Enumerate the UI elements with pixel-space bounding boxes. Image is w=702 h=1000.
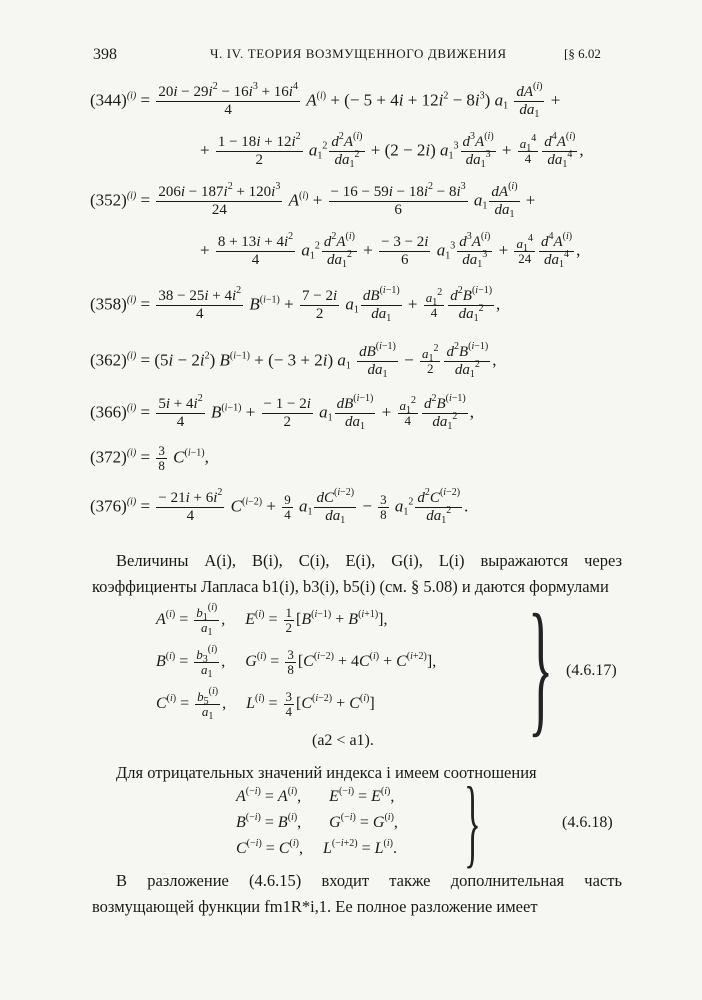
equation-366-label: (366) [90, 402, 127, 422]
equation-372: $(372)^{(i)}$ = $\frac{3}{8}$ $C^{(i-1)}$, [90, 443, 209, 473]
paragraph-expansion: В разложение (4.6.15) входит также дополнительная часть возмущающей функции fm1R*i,1. Ее полное разложение имеет [92, 871, 622, 916]
running-title: Ч. IV. ТЕОРИЯ ВОЗМУЩЕННОГО ДВИЖЕНИЯ [210, 46, 507, 61]
equation-358-label: (358) [90, 294, 127, 314]
section-reference: [§ 6.02 [564, 46, 601, 61]
condition-a2-less-a1: (a2 < a1). [312, 732, 374, 749]
paragraph-laplace-coefficients: Величины A(i), B(i), C(i), E(i), G(i), L(i) выражаются через коэффициенты Лапласа b1(i), b3(i), b5(i) (см. § 5.08) и даются формулами [92, 551, 622, 596]
equation-358: $(358)^{(i)}$ = $\frac{38 - 25i + 4i^2}{4}$ $B^{(i-1)}$ + $\frac{7 - 2i}{2}$ $a_1$ $\frac{dB^{(i-1)}}{da_1}$ + $\frac{a_1^2}{4}$ $\frac{d^2B^{(i-1)}}{da_1^2}$ , [90, 285, 501, 324]
relation-B-G: $B^{(-i)} = B^{(i)}$, $G^{(-i)} = G^{(i)}$, [236, 812, 398, 831]
equation-362-label: (362) [90, 350, 127, 370]
page-number: 398 [93, 46, 117, 63]
relation-A-E: $A^{(-i)} = A^{(i)}$, $E^{(-i)} = E^{(i)}$, [236, 786, 395, 805]
formula-number-4-6-17: (4.6.17) [566, 662, 617, 679]
right-brace-2: } [464, 766, 481, 877]
relation-C-L: $C^{(-i)} = C^{(i)}$, $L^{(-i+2)} = L^{(i)}$. [236, 838, 398, 857]
equation-352-line1: $(352)^{(i)}$ = $\frac{206i - 187i^2 + 120i^3}{24}$ $A^{(i)}$ + $\frac{- 16 - 59i - 18i^2 - 8i^3}{6}$ $a_1$ $\frac{dA^{(i)}}{da_1}$ + [90, 181, 536, 220]
equation-376: $(376)^{(i)}$ = $\frac{- 21i + 6i^2}{4}$ $C^{(i-2)}$ + $\frac{9}{4}$ $a_1$ $\frac{dC^{(i-2)}}{da_1}$ − $\frac{3}{8}$ $a_1^2$ $\frac{d^2C^{(i-2)}}{da_1^2}$ . [90, 487, 469, 526]
equation-344-line1: $(344)^{(i)}$ = $\frac{20i - 29i^2 - 16i^3 + 16i^4}{4}$ $A^{(i)}$ + (− $5 + 4i + 12i^2 - 8i^3$) $a_1$ $\frac{dA^{(i)}}{da_1}$ + [90, 81, 561, 120]
formula-C-L: $C^{(i)}$ = $\frac{b_5^{(i)}}{a_1}$ , $L^{(i)}$ = $\frac{3}{4}$ $[C^{(i-2)} + C^{(i)}]$ [156, 686, 375, 722]
paragraph-negative-index: Для отрицательных значений индекса i имеем соотношения [116, 763, 537, 782]
equation-352-label: (352) [90, 190, 127, 210]
equation-366: $(366)^{(i)}$ = $\frac{5i + 4i^2}{4}$ $B^{(i-1)}$ + $\frac{- 1 - 2i}{2}$ $a_1$ $\frac{dB^{(i-1)}}{da_1}$ + $\frac{a_1^2}{4}$ $\frac{d^2B^{(i-1)}}{da_1^2}$ , [90, 393, 475, 432]
right-brace: } [528, 584, 554, 750]
formula-B-G: $B^{(i)}$ = $\frac{b_3^{(i)}}{a_1}$ , $G^{(i)}$ = $\frac{3}{8}$ $[C^{(i-2)} + 4C^{(i)} + C^{(i+2)}]$, [156, 644, 437, 680]
equation-362: $(362)^{(i)} = (5i - 2i^2) B^{(i-1)}$ + (− 3 + 2i) $a_1$ $\frac{dB^{(i-1)}}{da_1}$ − $\frac{a_1^2}{2}$ $\frac{d^2B^{(i-1)}}{da_1^2}$ , [90, 341, 497, 380]
equation-344-label: (344) [90, 90, 127, 110]
formula-number-4-6-18: (4.6.18) [562, 814, 613, 831]
equation-376-label: (376) [90, 496, 127, 516]
equation-344-line2: + $\frac{1 - 18i + 12i^2}{2}$ $a_1^2$ $\frac{d^2A^{(i)}}{da_1^2}$ + (2 − 2i) $a_1^3$ $\frac{d^3A^{(i)}}{da_1^3}$ + $\frac{a_1^4}{4}$ $\frac{d^4A^{(i)}}{da_1^4}$ , [200, 131, 584, 170]
equation-352-line2: + $\frac{8 + 13i + 4i^2}{4}$ $a_1^2$ $\frac{d^2A^{(i)}}{da_1^2}$ + $\frac{- 3 - 2i}{6}$ $a_1^3$ $\frac{d^3A^{(i)}}{da_1^3}$ + $\frac{a_1^4}{24}$ $\frac{d^4A^{(i)}}{da_1^4}$ , [200, 231, 581, 270]
formula-A-E: $A^{(i)}$ = $\frac{b_1^{(i)}}{a_1}$ , $E^{(i)}$ = $\frac{1}{2}$ $[B^{(i-1)} + B^{(i+1)}]$, [156, 602, 388, 638]
equation-372-label: (372) [90, 447, 127, 467]
